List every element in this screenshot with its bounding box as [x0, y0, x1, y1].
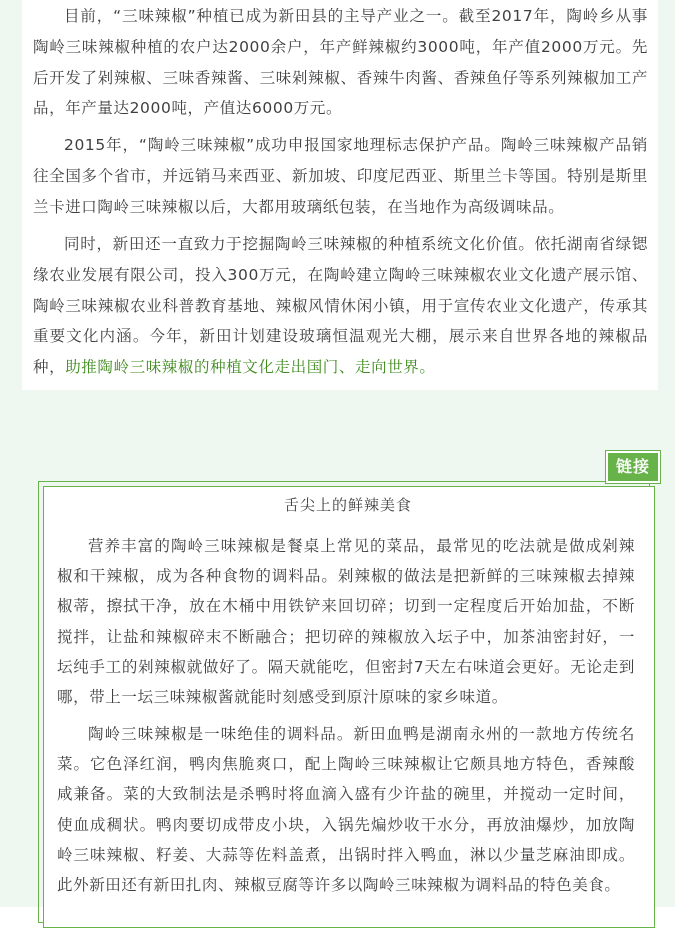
article-paragraph-3	[33, 229, 648, 383]
article-paragraph-1: 目前，“三味辣椒”种植已成为新田县的主导产业之一。截至2017年，陶岭乡从事陶岭三味辣椒种植的农户达2000余户，年产鲜辣椒约3000吨，年产值2000万元。先后开发了剁辣椒、三味香辣酱、三味剁辣椒、香辣牛肉酱、香辣鱼仔等系列辣椒加工产品，年产量达2000吨，产值达6000万元。	[33, 7, 648, 118]
article-paragraph-3-text: 同时，新田还一直致力于挖掘陶岭三味辣椒的种植系统文化价值。依托湖南省绿锶缘农业发展有限公司，投入300万元，在陶岭建立陶岭三味辣椒农业文化遗产展示馆、陶岭三味辣椒农业科普教育基地、辣椒风情休闲小镇，用于宣传农业文化遗产，传承其重要文化内涵。今年，新田计划建设玻璃恒温观光大棚，展示来自世界各地的辣椒品种，	[33, 235, 648, 377]
link-box-paragraph-1: 营养丰富的陶岭三味辣椒是餐桌上常见的菜品，最常见的吃法就是做成剁辣椒和干辣椒，成为各种食物的调料品。剁辣椒的做法是把新鲜的三味辣椒去掉辣椒蒂，擦拭干净，放在木桶中用铁铲来回切碎；切到一定程度后开始加盐，不断搅拌，让盐和辣椒碎末不断融合；把切碎的辣椒放入坛子中，加茶油密封好，一坛纯手工的剁辣椒就做好了。隔天就能吃，但密封7天左右味道会更好。无论走到哪，带上一坛三味辣椒酱就能时刻感受到原汁原味的家乡味道。	[57, 537, 635, 707]
article-paragraph-2: 2015年，“陶岭三味辣椒”成功申报国家地理标志保护产品。陶岭三味辣椒产品销往全国多个省市，并远销马来西亚、新加坡、印度尼西亚、斯里兰卡等国。特别是斯里兰卡进口陶岭三味辣椒以后，大都用玻璃纸包装，在当地作为高级调味品。	[33, 136, 648, 216]
link-box-paragraph-2: 陶岭三味辣椒是一味绝佳的调料品。新田血鸭是湖南永州的一款地方传统名菜。它色泽红润，鸭肉焦脆爽口，配上陶岭三味辣椒让它颇具地方特色，香辣酸咸兼备。菜的大致制法是杀鸭时将血滴入盛有少许盐的碗里，并搅动一定时间，使血成稠状。鸭肉要切成带皮小块，入锅先煸炒收干水分，再放油爆炒，加放陶岭三味辣椒、籽姜、大蒜等佐料盖煮，出锅时拌入鸭血，淋以少量芝麻油即成。此外新田还有新田扎肉、辣椒豆腐等许多以陶岭三味辣椒为调料品的特色美食。	[57, 725, 635, 895]
article-highlight-text: 助推陶岭三味辣椒的种植文化走出国门、走向世界。	[65, 358, 436, 377]
link-box-title: 舌尖上的鲜辣美食	[283, 496, 412, 514]
link-badge: 链接	[606, 451, 660, 483]
